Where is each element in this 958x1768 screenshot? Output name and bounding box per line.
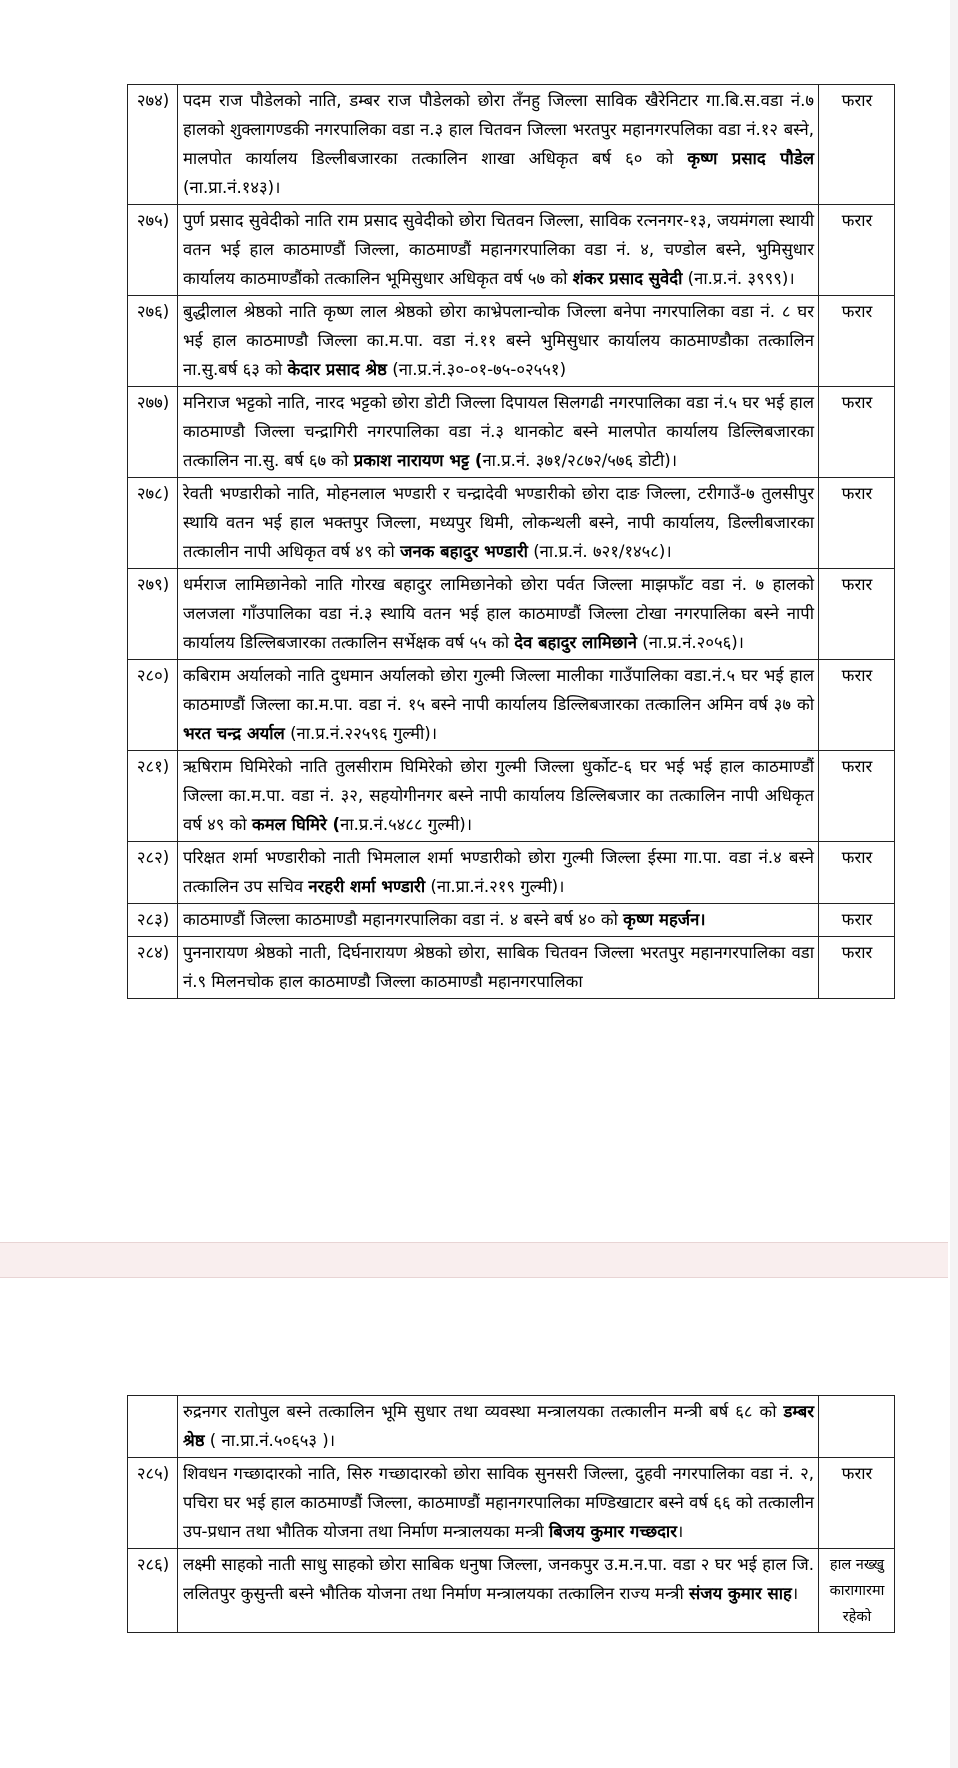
table-row	[128, 296, 895, 387]
table-row	[128, 85, 895, 205]
row-number: २७९)	[128, 569, 178, 660]
row-description	[178, 478, 819, 569]
row-number: २८१)	[128, 751, 178, 842]
table-row	[128, 1458, 895, 1549]
document-page-2	[0, 1278, 948, 1768]
person-name: कृष्ण प्रसाद पौडेल	[687, 149, 814, 168]
person-name: केदार प्रसाद श्रेष्ठ	[287, 360, 387, 379]
row-number: २८६)	[128, 1549, 178, 1633]
row-description	[178, 569, 819, 660]
row-number: २८३)	[128, 904, 178, 937]
row-description	[178, 660, 819, 751]
row-description	[178, 205, 819, 296]
table-row	[128, 904, 895, 937]
reference-number: (ना.प्र.नं. ३९९९)।	[682, 269, 795, 288]
page-separator-top-edge	[0, 1242, 948, 1243]
row-number	[128, 1396, 178, 1458]
description-text: परिक्षत शर्मा भण्डारीको नाती भिमलाल शर्मा भण्डारीको छोरा गुल्मी जिल्ला ईस्मा गा.पा. वडा नं.४ बस्ने तत्कालिन उप सचिव	[183, 848, 814, 896]
row-status: फरार	[819, 1458, 895, 1549]
row-status: फरार	[819, 937, 895, 999]
reference-number: ना.प्र.नं.५४८८ गुल्मी)।	[340, 815, 473, 834]
reference-number: (ना.प्रा.नं.२१९ गुल्मी)।	[425, 877, 565, 896]
row-status	[819, 1396, 895, 1458]
person-name: कृष्ण महर्जन।	[623, 910, 706, 929]
description-text: लक्ष्मी साहको नाती साधु साहको छोरा साबिक धनुषा जिल्ला, जनकपुर उ.म.न.पा. वडा २ घर भई हाल जि. ललितपुर कुसुन्ती बस्ने भौतिक योजना तथा निर्माण मन्त्रालयका तत्कालिन राज्य मन्त्री	[183, 1555, 814, 1603]
person-name: देव बहादुर लामिछाने	[514, 633, 637, 652]
person-name: जनक बहादुर भण्डारी	[400, 542, 528, 561]
row-number: २८२)	[128, 842, 178, 904]
row-description	[178, 1458, 819, 1549]
row-number: २८५)	[128, 1458, 178, 1549]
table-row	[128, 387, 895, 478]
description-text: पदम राज पौडेलको नाति, डम्बर राज पौडेलको छोरा तँनहु जिल्ला साविक खैरेनिटार गा.बि.स.वडा नं.७ हालको शुक्लागण्डकी नगरपालिका वडा न.३ हाल चितवन जिल्ला भरतपुर महानगरपलिका वडा नं.१२ बस्ने, मालपोत कार्यालय डिल्लीबजारका तत्कालिन शाखा अधिकृत बर्ष ६० को	[183, 91, 814, 168]
description-text: कबिराम अर्यालको नाति दुधमान अर्यालको छोरा गुल्मी जिल्ला मालीका गाउँपालिका वडा.नं.५ घर भई हाल काठमाण्डौं जिल्ला का.म.पा. वडा नं. १५ बस्ने नापी कार्यालय डिल्लिबजारका तत्कालिन अमिन वर्ष ३७ को	[183, 666, 814, 714]
row-number: २८४)	[128, 937, 178, 999]
row-description	[178, 751, 819, 842]
description-text: मनिराज भट्टको नाति, नारद भट्टको छोरा डोटी जिल्ला दिपायल सिलगढी नगरपालिका वडा नं.५ घर भई हाल काठमाण्डौ जिल्ला चन्द्रागिरी नगरपालिका वडा नं.३ थानकोट बस्ने मालपोत कार्यालय डिल्लिबजारका तत्कालिन ना.सु. बर्ष ६७ को	[183, 393, 814, 470]
row-description	[178, 296, 819, 387]
row-status: फरार	[819, 751, 895, 842]
reference-number: ( ना.प्रा.नं.५०६५३ )।	[204, 1431, 336, 1450]
row-status: फरार	[819, 904, 895, 937]
table-row	[128, 842, 895, 904]
row-description	[178, 1549, 819, 1633]
reference-number: (ना.प्र.नं. ७२१/१४५८)।	[527, 542, 672, 561]
row-status: फरार	[819, 842, 895, 904]
reference-number: ।	[791, 1584, 799, 1603]
row-number: २७५)	[128, 205, 178, 296]
records-table-page-1	[127, 84, 895, 999]
row-description	[178, 937, 819, 999]
person-name: डम्बर श्रेष्ठ	[183, 1402, 814, 1450]
person-name: शंकर प्रसाद सुवेदी	[572, 269, 683, 288]
row-number: २७४)	[128, 85, 178, 205]
person-name: भरत चन्द्र अर्याल	[183, 724, 285, 743]
row-description	[178, 842, 819, 904]
description-text: शिवधन गच्छादारको नाति, सिरु गच्छादारको छोरा साविक सुनसरी जिल्ला, दुहवी नगरपालिका वडा नं. २, पचिरा घर भई हाल काठमाण्डौं जिल्ला, काठमाण्डौं महानगरपालिका मण्डिखाटार बस्ने वर्ष ६६ को तत्कालीन उप-प्रधान तथा भौतिक योजना तथा निर्माण मन्त्रालयका मन्त्री	[183, 1464, 814, 1541]
reference-number: ।	[676, 1522, 684, 1541]
person-name: बिजय कुमार गच्छदार	[548, 1522, 677, 1541]
table-row	[128, 205, 895, 296]
description-text: धर्मराज लामिछानेको नाति गोरख बहादुर लामिछानेको छोरा पर्वत जिल्ला माझफाँट वडा नं. ७ हालको जलजला गाँउपालिका वडा नं.३ स्थायि वतन भई हाल काठमाण्डौं जिल्ला टोखा नगरपालिका बस्ने नापी कार्यालय डिल्लिबजारका तत्कालिन सर्भेक्षक वर्ष ५५ को	[183, 575, 814, 652]
row-number: २७७)	[128, 387, 178, 478]
table-row	[128, 660, 895, 751]
row-number: २७८)	[128, 478, 178, 569]
row-status: हाल नख्खु कारागारमा रहेको	[819, 1549, 895, 1633]
reference-number: (ना.प्र.नं.२२५९६ गुल्मी)।	[284, 724, 438, 743]
table-row	[128, 1549, 895, 1633]
table-row	[128, 937, 895, 999]
reference-number: ना.प्र.नं. ३७१/२८७२/५७६ डोटी)।	[482, 451, 678, 470]
description-text: ऋषिराम घिमिरेको नाति तुलसीराम घिमिरेको छोरा गुल्मी जिल्ला धुर्कोट-६ घर भई भई हाल काठमाण्डौं जिल्ला का.म.पा. वडा नं. ३२, सहयोगीनगर बस्ने नापी कार्यालय डिल्लिबजार का तत्कालिन नापी अधिकृत वर्ष ४९ को	[183, 757, 814, 834]
reference-number: (ना.प्र.नं.३०-०१-७५-०२५५१)	[386, 360, 567, 379]
description-text: पुननारायण श्रेष्ठको नाती, दिर्घनारायण श्रेष्ठको छोरा, साबिक चितवन जिल्ला भरतपुर महानगरपालिका वडा नं.९ मिलनचोक हाल काठमाण्डौ जिल्ला काठमाण्डौ महानगरपालिका	[183, 943, 814, 991]
row-description	[178, 387, 819, 478]
scrollbar-track[interactable]	[950, 0, 958, 1768]
row-status: फरार	[819, 296, 895, 387]
table-row	[128, 569, 895, 660]
records-table-page-2	[127, 1395, 895, 1633]
person-name: नरहरी शर्मा भण्डारी	[308, 877, 426, 896]
row-description	[178, 85, 819, 205]
description-text: रुद्रनगर रातोपुल बस्ने तत्कालिन भूमि सुधार तथा व्यवस्था मन्त्रालयका तत्कालीन मन्त्री बर्ष ६८ को	[183, 1402, 784, 1421]
row-status: फरार	[819, 205, 895, 296]
table-row	[128, 751, 895, 842]
page-separator	[0, 1242, 948, 1278]
row-status: फरार	[819, 387, 895, 478]
description-text: पुर्ण प्रसाद सुवेदीको नाति राम प्रसाद सुवेदीको छोरा चितवन जिल्ला, साविक रत्ननगर-१३, जयमंगला स्थायी वतन भई हाल काठमाण्डौं जिल्ला, काठमाण्डौं महानगरपालिका वडा नं. ४, चण्डोल बस्ने, भुमिसुधार कार्यालय काठमाण्डौंको तत्कालिन भूमिसुधार अधिकृत वर्ष ५७ को	[183, 211, 814, 288]
row-status: फरार	[819, 478, 895, 569]
row-description	[178, 1396, 819, 1458]
reference-number: (ना.प्र.नं.२०५६)।	[636, 633, 744, 652]
row-status: फरार	[819, 660, 895, 751]
person-name: कमल घिमिरे (	[251, 815, 341, 834]
row-number: २८०)	[128, 660, 178, 751]
row-status: फरार	[819, 85, 895, 205]
table-row	[128, 478, 895, 569]
row-status: फरार	[819, 569, 895, 660]
description-text: रेवती भण्डारीको नाति, मोहनलाल भण्डारी र चन्द्रादेवी भण्डारीको छोरा दाङ जिल्ला, टरीगाउँ-७ तुलसीपुर स्थायि वतन भई हाल भक्तपुर जिल्ला, मध्यपुर थिमी, लोकन्थली बस्ने, नापी कार्यालय, डिल्लीबजारका तत्कालीन नापी अधिकृत वर्ष ४९ को	[183, 484, 814, 561]
person-name: प्रकाश नारायण भट्ट (	[353, 451, 483, 470]
description-text: काठमाण्डौं जिल्ला काठमाण्डौ महानगरपालिका वडा नं. ४ बस्ने बर्ष ४० को	[183, 910, 624, 929]
person-name: संजय कुमार साह	[689, 1584, 792, 1603]
table-row	[128, 1396, 895, 1458]
description-text: बुद्धीलाल श्रेष्ठको नाति कृष्ण लाल श्रेष्ठको छोरा काभ्रेपलान्चोक जिल्ला बनेपा नगरपालिका वडा नं. ८ घर भई हाल काठमाण्डौ जिल्ला का.म.पा. वडा नं.११ बस्ने भुमिसुधार कार्यालय काठमाण्डौका तत्कालिन ना.सु.बर्ष ६३ को	[183, 302, 814, 379]
row-number: २७६)	[128, 296, 178, 387]
reference-number: (ना.प्रा.नं.१४३)।	[183, 178, 281, 197]
row-description	[178, 904, 819, 937]
